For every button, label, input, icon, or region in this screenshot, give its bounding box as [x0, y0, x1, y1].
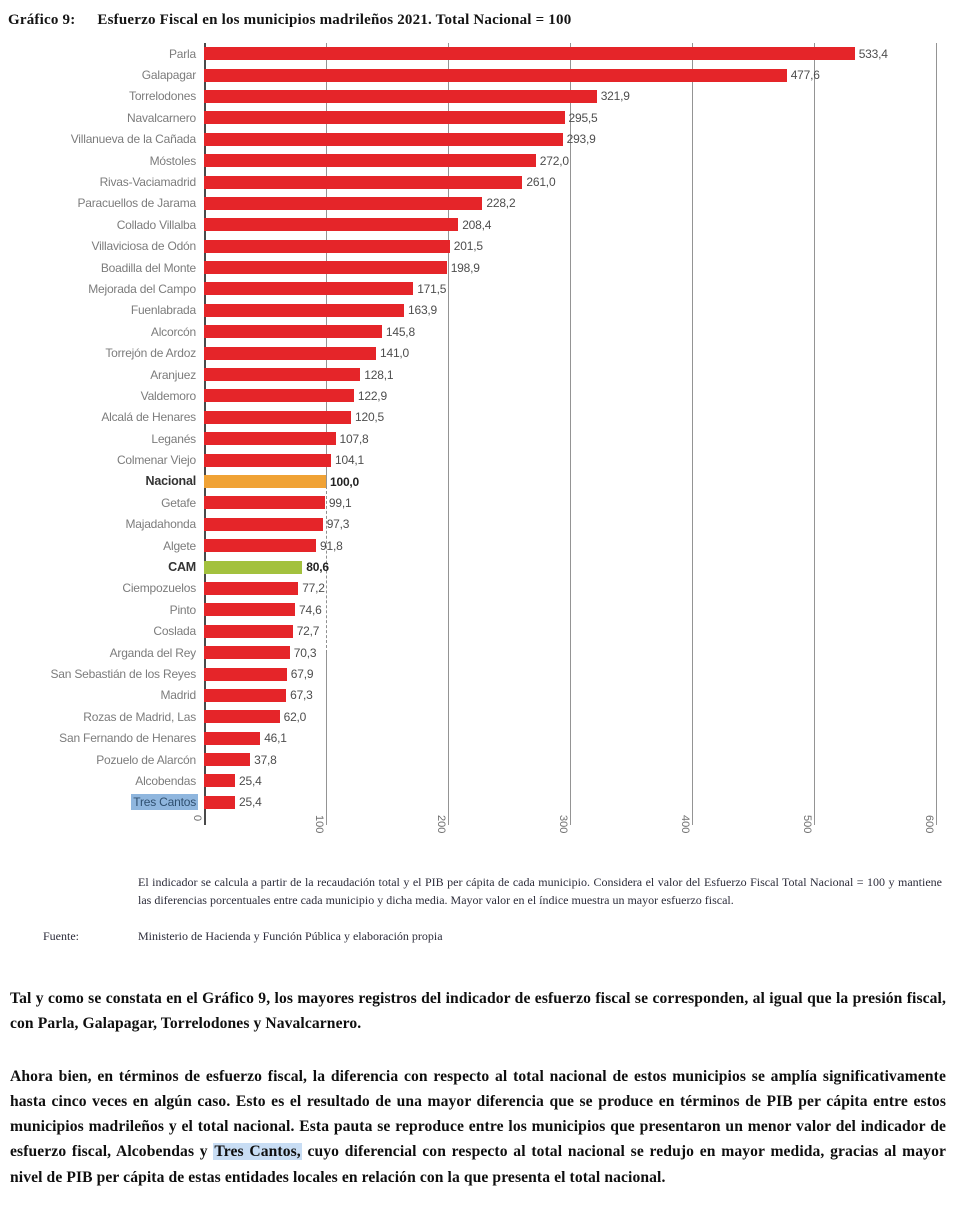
bar [204, 646, 290, 659]
bar [204, 282, 413, 295]
category-label-cell [8, 112, 204, 124]
category-label: Galapagar [141, 68, 196, 83]
category-label: Majadahonda [125, 517, 196, 532]
paragraph-2-after: cuyo diferencial con respecto al total nacional se redujo en mayor medida, gracias al mayor nivel de PIB per cápita de estas entidades locales en relación con la que presenta el total nacional. [10, 1143, 946, 1186]
category-label-cell [8, 689, 204, 701]
value-label: 74,6 [299, 602, 322, 617]
value-label: 25,4 [239, 773, 262, 788]
bar [204, 176, 522, 189]
value-label: 72,7 [296, 624, 320, 639]
value-label: 272,0 [539, 153, 569, 168]
chart-title [8, 12, 952, 29]
category-label: CAM [168, 559, 196, 574]
category-label-cell [8, 133, 204, 145]
chart-title-text: Esfuerzo Fiscal en los municipios madrileños 2021. Total Nacional = 100 [97, 12, 572, 28]
chart-row [8, 257, 952, 278]
value-label: 141,0 [380, 346, 410, 361]
category-label-cell [8, 304, 204, 316]
bar-track [204, 43, 952, 64]
chart-row [8, 685, 952, 706]
bar-track [204, 556, 952, 577]
category-label: Algete [163, 538, 196, 553]
category-label: Rozas de Madrid, Las [83, 709, 196, 724]
chart-row [8, 107, 952, 128]
category-label-cell [8, 240, 204, 252]
chart-row [8, 514, 952, 535]
bar [204, 774, 235, 787]
bar-track [204, 492, 952, 513]
value-label: 67,9 [290, 667, 314, 682]
chart-row [8, 449, 952, 470]
bar-track [204, 535, 952, 556]
value-label: 25,4 [239, 795, 262, 810]
category-label: Fuenlabrada [130, 303, 196, 318]
chart-row [8, 193, 952, 214]
chart-footnote: El indicador se calcula a partir de la recaudación total y el PIB per cápita de cada municipio. Considera el valor del Esfuerzo Fiscal Total Nacional = 100 y mantiene las diferencias porcentuales entre cada municipio y dicha media. Mayor valor en el índice muestra un mayor esfuerzo fiscal. [138, 875, 942, 908]
chart-row [8, 321, 952, 342]
bar [204, 218, 458, 231]
chart-plot-area [8, 43, 952, 813]
bar [204, 389, 354, 402]
bar [204, 111, 565, 124]
category-label: Boadilla del Monte [100, 260, 196, 275]
bar [204, 561, 302, 574]
value-label: 293,9 [566, 132, 596, 147]
bar [204, 304, 404, 317]
bar [204, 47, 855, 60]
category-label-cell [8, 711, 204, 723]
chart-row [8, 728, 952, 749]
bar-track [204, 236, 952, 257]
bar-track [204, 407, 952, 428]
category-label-cell [8, 262, 204, 274]
chart-row [8, 86, 952, 107]
chart-row [8, 171, 952, 192]
bar-track [204, 471, 952, 492]
bar-track [204, 385, 952, 406]
category-label: Paracuellos de Jarama [77, 196, 196, 211]
category-label: Madrid [160, 688, 196, 703]
category-label-cell [8, 326, 204, 338]
bar [204, 539, 316, 552]
value-label: 295,5 [568, 110, 598, 125]
value-label: 70,3 [293, 645, 317, 660]
category-label: Nacional [145, 474, 196, 489]
x-tick-label-100: 100 [313, 815, 325, 834]
chart-row [8, 770, 952, 791]
bar-track [204, 642, 952, 663]
bar [204, 732, 260, 745]
bar-track [204, 342, 952, 363]
value-label: 533,4 [858, 46, 888, 61]
bar [204, 496, 325, 509]
source-text: Ministerio de Hacienda y Función Pública y elaboración propia [138, 929, 443, 944]
bar-track [204, 364, 952, 385]
chart-row [8, 428, 952, 449]
bar-track [204, 300, 952, 321]
bar-track [204, 321, 952, 342]
category-label-cell [8, 475, 204, 488]
value-label: 128,1 [364, 367, 394, 382]
category-label-cell [8, 732, 204, 744]
value-label: 77,2 [302, 581, 325, 596]
bar-track [204, 64, 952, 85]
bar-track [204, 663, 952, 684]
category-label-cell [8, 197, 204, 209]
tres-cantos-highlight: Tres Cantos, [214, 1143, 301, 1161]
category-label-cell [8, 497, 204, 509]
bar-track [204, 428, 952, 449]
category-label: Coslada [153, 624, 196, 639]
value-label: 46,1 [264, 731, 287, 746]
chart-row [8, 792, 952, 813]
chart-row [8, 578, 952, 599]
chart-row [8, 663, 952, 684]
chart-row [8, 706, 952, 727]
category-label: Torrejón de Ardoz [105, 346, 196, 361]
bar [204, 261, 447, 274]
value-label: 122,9 [357, 388, 387, 403]
bar-track [204, 621, 952, 642]
category-label-cell [8, 390, 204, 402]
category-label-cell [8, 69, 204, 81]
x-tick-label-0: 0 [191, 815, 203, 822]
bar [204, 197, 482, 210]
chart-row [8, 300, 952, 321]
category-label: Pozuelo de Alarcón [96, 752, 196, 767]
value-label: 321,9 [600, 89, 630, 104]
category-label: San Sebastián de los Reyes [50, 667, 196, 682]
x-tick-label-600: 600 [923, 815, 935, 834]
paragraph-2-before: Ahora bien, en términos de esfuerzo fiscal, la diferencia con respecto al total nacional de estos municipios se amplía significativamente hasta cinco veces en algún caso. Esto es el resultado de una mayor diferencia que se produce en términos de PIB per cápita entre estos municipios madrileños y el total nacional. Esta pauta se reproduce entre los municipios que presentaron un menor valor del indicador de esfuerzo fiscal, Alcobendas y [10, 1067, 946, 1161]
bar-track [204, 599, 952, 620]
bar-track [204, 685, 952, 706]
value-label: 171,5 [417, 281, 447, 296]
value-label: 198,9 [450, 260, 480, 275]
value-label: 62,0 [283, 709, 307, 724]
bar-track [204, 171, 952, 192]
bar-track [204, 214, 952, 235]
x-tick-label-200: 200 [435, 815, 447, 834]
bar [204, 710, 280, 723]
chart-row [8, 278, 952, 299]
x-tick-label-400: 400 [679, 815, 691, 834]
category-label: Navalcarnero [127, 110, 196, 125]
source-label: Fuente: [43, 929, 79, 944]
chart-row [8, 214, 952, 235]
bar [204, 668, 287, 681]
category-label: Ciempozuelos [122, 581, 196, 596]
category-label: Collado Villalba [116, 217, 196, 232]
bar [204, 133, 563, 146]
category-label-cell [8, 155, 204, 167]
category-label-cell [8, 604, 204, 616]
value-label: 67,3 [290, 688, 313, 703]
category-label: Valdemoro [140, 388, 196, 403]
value-label: 100,0 [330, 474, 360, 489]
category-label-cell [8, 754, 204, 766]
chart-row [8, 492, 952, 513]
chart-row [8, 43, 952, 64]
bar [204, 240, 450, 253]
category-label: Arganda del Rey [109, 645, 196, 660]
value-label: 97,3 [326, 517, 350, 532]
bar-track [204, 86, 952, 107]
bar-track [204, 129, 952, 150]
bar [204, 69, 787, 82]
chart-row [8, 621, 952, 642]
bar [204, 796, 235, 809]
category-label: San Fernando de Henares [59, 731, 196, 746]
category-label-cell [8, 347, 204, 359]
bar-track [204, 150, 952, 171]
chart-x-axis [8, 813, 952, 859]
chart-row [8, 471, 952, 492]
category-label: Colmenar Viejo [116, 453, 196, 468]
category-label-cell [8, 176, 204, 188]
value-label: 107,8 [339, 431, 369, 446]
value-label: 80,6 [306, 560, 329, 575]
chart-row [8, 535, 952, 556]
bar [204, 347, 376, 360]
bar-track [204, 728, 952, 749]
category-label-cell [8, 369, 204, 381]
bar [204, 582, 298, 595]
chart-row [8, 150, 952, 171]
category-label: Alcalá de Henares [101, 410, 196, 425]
x-tick-label-300: 300 [557, 815, 569, 834]
bar [204, 325, 382, 338]
bar [204, 432, 336, 445]
category-label-cell [8, 518, 204, 530]
bar-track [204, 770, 952, 791]
bar-track [204, 578, 952, 599]
bar-chart [8, 43, 952, 859]
category-label: Tres Cantos [133, 795, 196, 810]
chart-row [8, 342, 952, 363]
bar [204, 154, 536, 167]
category-label-cell [8, 796, 204, 808]
bar [204, 454, 331, 467]
category-label: Villaviciosa de Odón [91, 239, 196, 254]
category-label: Rivas-Vaciamadrid [99, 175, 196, 190]
value-label: 104,1 [335, 453, 365, 468]
category-label-cell [8, 48, 204, 60]
bar [204, 603, 295, 616]
bar [204, 368, 360, 381]
chart-row [8, 364, 952, 385]
chart-row [8, 129, 952, 150]
bar-track [204, 706, 952, 727]
value-label: 228,2 [486, 196, 516, 211]
category-label: Getafe [161, 495, 196, 510]
category-label-cell [8, 775, 204, 787]
bar-track [204, 278, 952, 299]
value-label: 163,9 [408, 303, 438, 318]
value-label: 477,6 [790, 68, 820, 83]
chart-row [8, 64, 952, 85]
bar [204, 625, 293, 638]
category-label-cell [8, 561, 204, 574]
bar-track [204, 107, 952, 128]
paragraph-2 [10, 1064, 946, 1190]
value-label: 91,8 [320, 538, 343, 553]
category-label: Alcobendas [135, 773, 196, 788]
bar [204, 411, 351, 424]
bar-track [204, 749, 952, 770]
chart-row [8, 599, 952, 620]
category-label: Móstoles [149, 153, 196, 168]
value-label: 99,1 [328, 495, 352, 510]
chart-row [8, 642, 952, 663]
category-label: Mejorada del Campo [88, 281, 196, 296]
value-label: 37,8 [254, 752, 277, 767]
source-row [43, 929, 952, 944]
bar [204, 689, 286, 702]
chart-row [8, 556, 952, 577]
bar-track [204, 193, 952, 214]
bar-track [204, 792, 952, 813]
category-label-cell [8, 647, 204, 659]
value-label: 201,5 [453, 239, 483, 254]
value-label: 145,8 [385, 324, 415, 339]
category-label-cell [8, 433, 204, 445]
bar-track [204, 449, 952, 470]
chart-row [8, 236, 952, 257]
value-label: 120,5 [355, 410, 385, 425]
category-label: Alcorcón [150, 324, 196, 339]
bar [204, 753, 250, 766]
category-label-cell [8, 582, 204, 594]
chart-row [8, 407, 952, 428]
chart-row [8, 385, 952, 406]
chart-row [8, 749, 952, 770]
category-label: Villanueva de la Cañada [70, 132, 196, 147]
chart-number-label: Gráfico 9: [8, 12, 76, 28]
category-label-cell [8, 90, 204, 102]
bar [204, 475, 326, 488]
value-label: 261,0 [526, 175, 556, 190]
category-label-cell [8, 411, 204, 423]
category-label-cell [8, 540, 204, 552]
x-tick-label-500: 500 [801, 815, 813, 834]
paragraph-1: Tal y como se constata en el Gráfico 9, los mayores registros del indicador de esfuerzo fiscal se corresponden, al igual que la presión fiscal, con Parla, Galapagar, Torrelodones y Navalcarnero. [10, 990, 946, 1033]
category-label: Leganés [151, 431, 196, 446]
category-label-cell [8, 219, 204, 231]
bar [204, 90, 597, 103]
bar-track [204, 514, 952, 535]
category-label-cell [8, 454, 204, 466]
value-label: 208,4 [462, 217, 492, 232]
category-label: Parla [168, 46, 196, 61]
category-label: Torrelodones [129, 89, 196, 104]
bar [204, 518, 323, 531]
category-label-cell [8, 283, 204, 295]
bar-track [204, 257, 952, 278]
category-label: Pinto [169, 602, 196, 617]
category-label-cell [8, 625, 204, 637]
category-label: Aranjuez [150, 367, 196, 382]
category-label-cell [8, 668, 204, 680]
